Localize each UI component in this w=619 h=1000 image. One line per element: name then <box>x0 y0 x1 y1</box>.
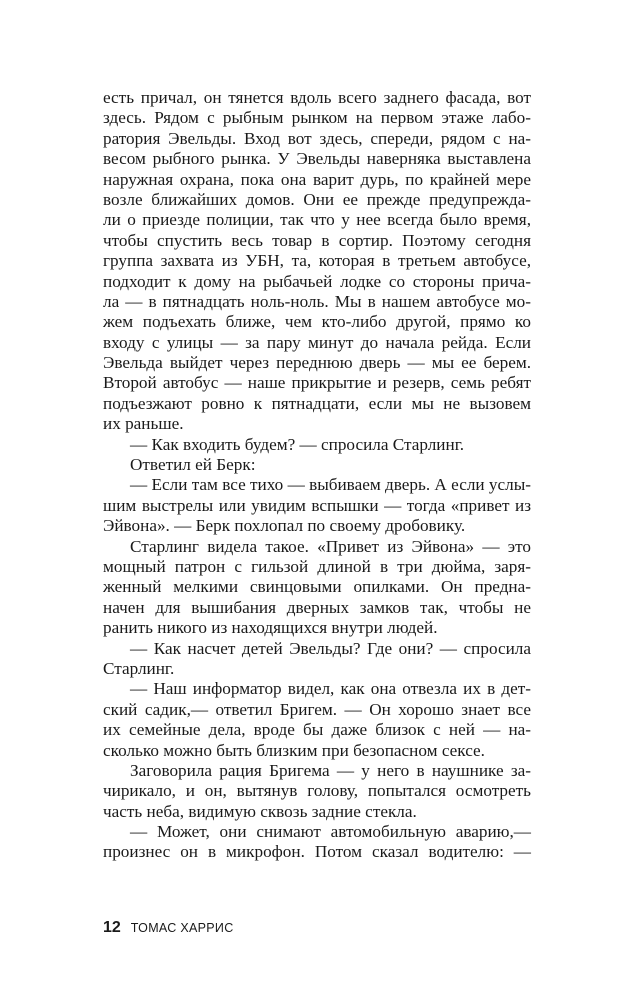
text-line: ратория Эвельды. Вход вот здесь, спереди, рядом с на- <box>103 128 531 148</box>
text-line: входу с улицы — за пару минут до начала рейда. Если <box>103 332 531 352</box>
text-line: — Может, они снимают автомобильную аварию,— <box>130 822 531 842</box>
text-line: наружная охрана, пока она варит дурь, по крайней мере <box>103 169 531 189</box>
text-line: подъезжают ровно к пятнадцати, если мы не вызовем <box>103 393 531 413</box>
text-line: подходит к дому на рыбачьей лодке со стороны прича- <box>103 271 531 291</box>
text-line: начен для вышибания дверных замков так, чтобы не <box>103 597 531 617</box>
text-line: — Как входить будем? — спросила Старлинг. <box>130 434 465 454</box>
text-line: шим выстрелы или увидим вспышки — тогда «привет из <box>103 495 531 515</box>
running-header-author: ТОМАС ХАРРИС <box>130 921 234 935</box>
text-line: мощный патрон с гильзой длиной в три дюйма, заря- <box>103 556 531 576</box>
text-line: возле ближайших домов. Они ее прежде предупрежда- <box>103 189 531 209</box>
text-line: ский садик,— ответил Бригем. — Он хорошо знает все <box>103 699 531 719</box>
text-line: ла — в пятнадцать ноль-ноль. Мы в нашем автобусе мо- <box>103 291 531 311</box>
text-line: чирикало, и он, вытянув голову, попытался осмотреть <box>103 781 531 801</box>
text-line: часть неба, видимую сквозь задние стекла. <box>103 801 417 821</box>
text-line: их семейные дела, вроде бы даже близок с ней — на- <box>103 720 531 740</box>
text-line: женный мелкими свинцовыми опилками. Он предна- <box>103 577 531 597</box>
text-line: Старлинг видела такое. «Привет из Эйвона» — это <box>130 536 531 556</box>
text-line: Заговорила рация Бригема — у него в наушнике за- <box>130 760 531 780</box>
text-line: группа захвата из УБН, та, которая в третьем автобусе, <box>103 251 531 271</box>
page-number: 12 <box>103 919 121 936</box>
text-line: чтобы спустить весь товар в сортир. Поэтому сегодня <box>103 230 531 250</box>
text-line: Эвельда выйдет через переднюю дверь — мы ее берем. <box>103 353 531 373</box>
text-line: здесь. Рядом с рыбным рынком на первом этаже лабо- <box>103 108 531 128</box>
text-line: Второй автобус — наше прикрытие и резерв, семь ребят <box>103 373 531 393</box>
text-line: их раньше. <box>103 414 184 434</box>
text-line: Ответил ей Берк: <box>130 455 256 475</box>
text-line: есть причал, он тянется вдоль всего заднего фасада, вот <box>103 88 531 107</box>
book-page-text <box>103 88 531 863</box>
text-line: сколько можно быть близким при безопасном сексе. <box>103 740 485 760</box>
text-line: — Наш информатор видел, как она отвезла их в дет- <box>130 679 531 699</box>
text-line: жем подъехать ближе, чем кто-либо другой, прямо ко <box>103 312 531 332</box>
text-line: весом рыбного рынка. У Эвельды наверняка выставлена <box>103 149 531 169</box>
text-line: — Если там все тихо — выбиваем дверь. А если услы- <box>130 475 531 495</box>
text-line: — Как насчет детей Эвельды? Где они? — спросила <box>130 638 531 658</box>
text-line: Старлинг. <box>103 658 175 678</box>
page-footer <box>103 919 234 937</box>
text-line: ранить никого из находящихся внутри людей. <box>103 618 438 638</box>
text-line: Эйвона». — Берк похлопал по своему дробовику. <box>103 516 466 536</box>
text-line: ли о приезде полиции, так что у нее всегда было время, <box>103 210 531 230</box>
text-line: произнес он в микрофон. Потом сказал водителю: — <box>103 842 531 862</box>
